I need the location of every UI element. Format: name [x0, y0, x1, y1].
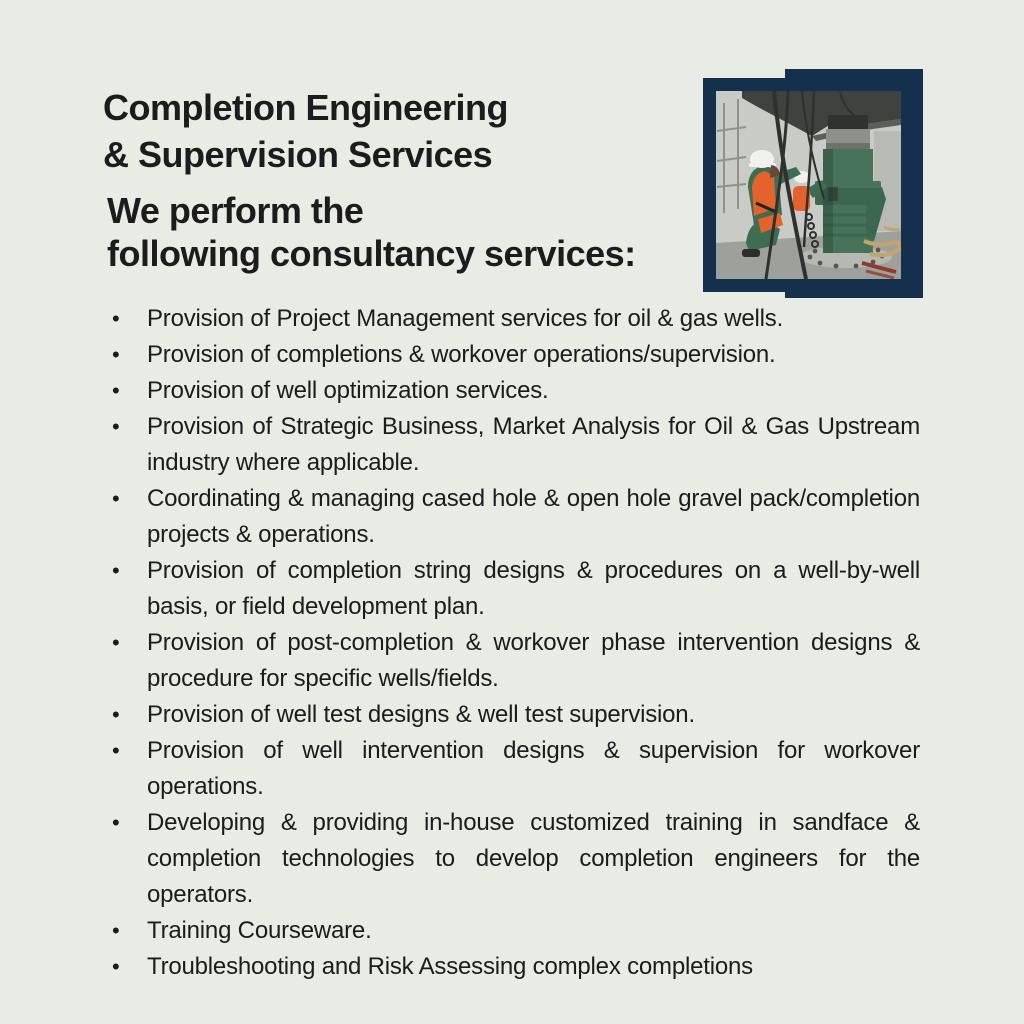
bullet-icon: •	[112, 630, 120, 655]
service-list-item	[110, 373, 920, 409]
service-item-text: Provision of Project Management services for oil & gas wells.	[147, 305, 784, 332]
bullet-icon: •	[112, 342, 120, 367]
page-title-line-2: & Supervision Services	[103, 134, 493, 175]
bullet-icon: •	[112, 378, 120, 403]
bullet-icon: •	[112, 810, 120, 835]
page-title-line-1: Completion Engineering	[103, 87, 509, 128]
service-item-text: Troubleshooting and Risk Assessing complex completions	[147, 953, 753, 980]
service-item-text: Provision of completion string designs & procedures on a well-by-well basis, or field development plan.	[147, 557, 920, 620]
bullet-icon: •	[112, 558, 120, 583]
page-title	[103, 84, 508, 178]
rig-workers-photo-illustration	[716, 91, 901, 279]
subtitle-line-2: following consultancy services:	[107, 233, 636, 274]
bullet-icon: •	[112, 306, 120, 331]
bullet-icon: •	[112, 486, 120, 511]
service-item-text: Provision of Strategic Business, Market Analysis for Oil & Gas Upstream industry where applicable.	[147, 413, 920, 476]
service-item-text: Provision of well test designs & well test supervision.	[147, 701, 695, 728]
service-item-text: Coordinating & managing cased hole & open hole gravel pack/completion projects & operations.	[147, 485, 920, 548]
section-subtitle	[107, 189, 636, 275]
subtitle-line-1: We perform the	[107, 190, 364, 231]
service-list-item	[110, 301, 920, 337]
photo-frame	[703, 78, 914, 292]
service-list-item	[110, 733, 920, 805]
bullet-icon: •	[112, 954, 120, 979]
service-list-item	[110, 805, 920, 913]
service-item-text: Training Courseware.	[147, 917, 372, 944]
service-list-item	[110, 553, 920, 625]
service-item-text: Developing & providing in-house customized training in sandface & completion technologies to develop completion engineers for the operators.	[147, 809, 920, 908]
bullet-icon: •	[112, 414, 120, 439]
service-list-item	[110, 481, 920, 553]
bullet-icon: •	[112, 738, 120, 763]
service-item-text: Provision of completions & workover operations/supervision.	[147, 341, 776, 368]
service-list-item	[110, 697, 920, 733]
service-list-item	[110, 625, 920, 697]
photo	[716, 91, 901, 279]
service-list-item	[110, 337, 920, 373]
services-list	[110, 301, 920, 985]
bullet-icon: •	[112, 918, 120, 943]
service-list-item	[110, 913, 920, 949]
service-item-text: Provision of post-completion & workover phase intervention designs & procedure for specific wells/fields.	[147, 629, 920, 692]
service-item-text: Provision of well intervention designs & supervision for workover operations.	[147, 737, 920, 800]
bullet-icon: •	[112, 702, 120, 727]
service-list-item	[110, 949, 920, 985]
service-item-text: Provision of well optimization services.	[147, 377, 549, 404]
service-list-item	[110, 409, 920, 481]
